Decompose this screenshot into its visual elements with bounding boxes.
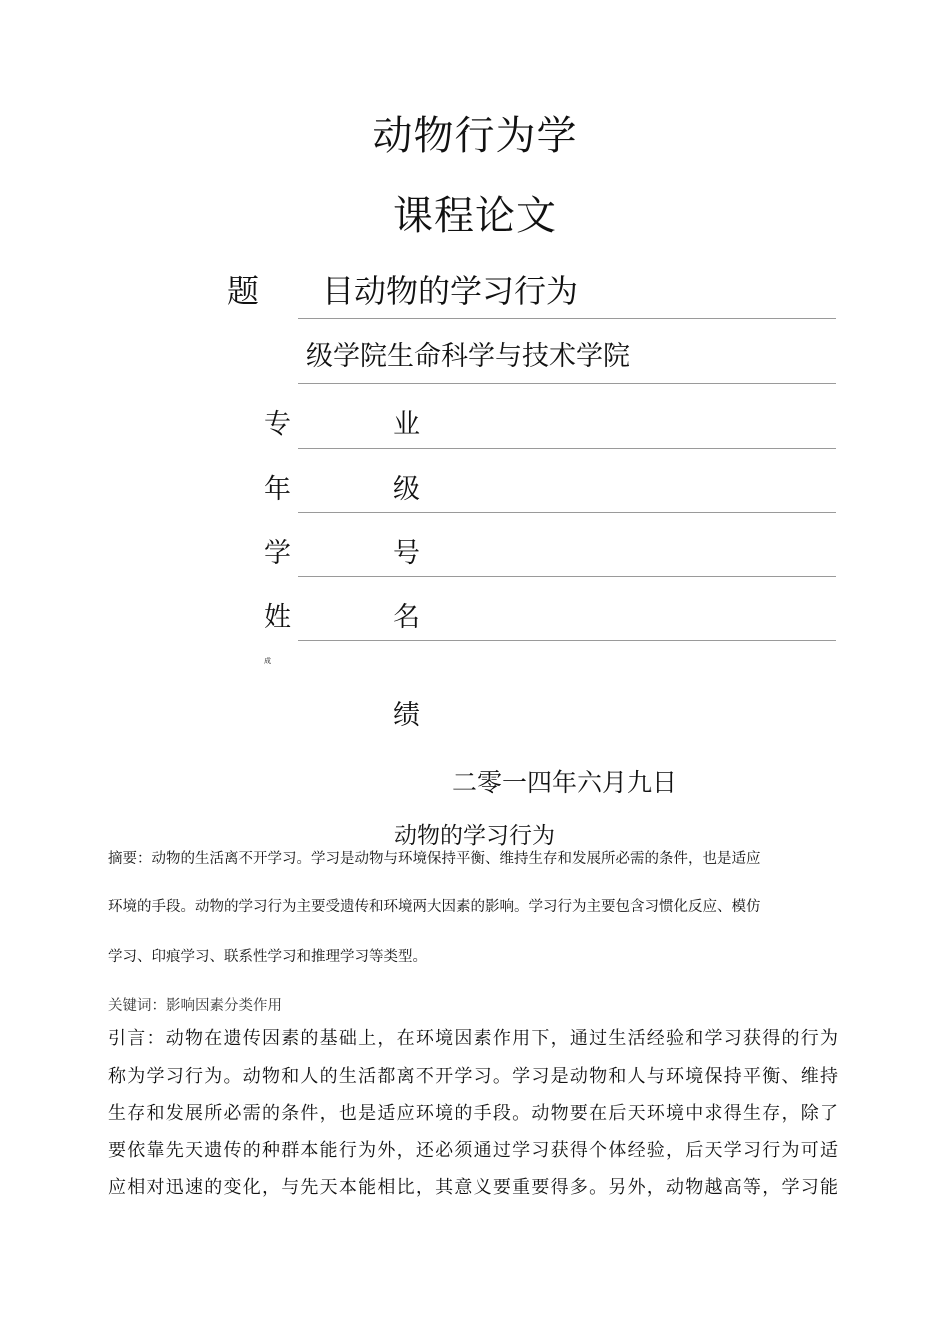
score-char: 绩 [393,700,420,731]
field-grade-left: 年 [264,474,291,505]
intro-line: 引言：动物在遗传因素的基础上，在环境因素作用下，通过生活经验和学习获得的行为 [108,1028,838,1049]
field-major-left: 专 [264,409,291,440]
topic-value: 目动物的学习行为 [322,272,579,310]
score-small-char: 成 [264,657,271,665]
intro-line: 称为学习行为。动物和人的生活都离不开学习。学习是动物和人与环境保持平衡、维持 [108,1066,838,1087]
field-id-left: 学 [264,538,291,569]
college-underline [298,383,836,384]
cover-title-line1: 动物行为学 [372,113,578,159]
name-underline [298,640,836,641]
topic-label: 题 [227,272,260,310]
cover-date: 二零一四年六月九日 [452,768,678,797]
intro-line: 要依靠先天遗传的种群本能行为外，还必须通过学习获得个体经验，后天学习行为可适 [108,1140,838,1161]
topic-underline [298,318,836,319]
field-name-left: 姓 [264,602,291,633]
college-value: 级学院生命科学与技术学院 [306,341,630,372]
id-underline [298,576,836,577]
cover-title-line2: 课程论文 [393,193,557,239]
abstract-line: 环境的手段。动物的学习行为主要受遗传和环境两大因素的影响。学习行为主要包含习惯化反应、模仿 [108,899,761,915]
major-underline [298,448,836,449]
field-id-right: 号 [393,538,420,569]
field-grade-right: 级 [393,474,420,505]
field-major-right: 业 [393,409,420,440]
intro-line: 生存和发展所必需的条件，也是适应环境的手段。动物要在后天环境中求得生存，除了 [108,1103,838,1124]
grade-underline [298,512,836,513]
keywords: 关键词：影响因素分类作用 [108,998,282,1014]
field-name-right: 名 [393,602,420,633]
paper-heading: 动物的学习行为 [394,823,555,849]
intro-line: 应相对迅速的变化，与先天本能相比，其意义要重要得多。另外，动物越高等，学习能 [108,1177,838,1198]
abstract-line: 摘要：动物的生活离不开学习。学习是动物与环境保持平衡、维持生存和发展所必需的条件，也是适应 [108,851,761,867]
abstract-line: 学习、印痕学习、联系性学习和推理学习等类型。 [108,949,427,965]
